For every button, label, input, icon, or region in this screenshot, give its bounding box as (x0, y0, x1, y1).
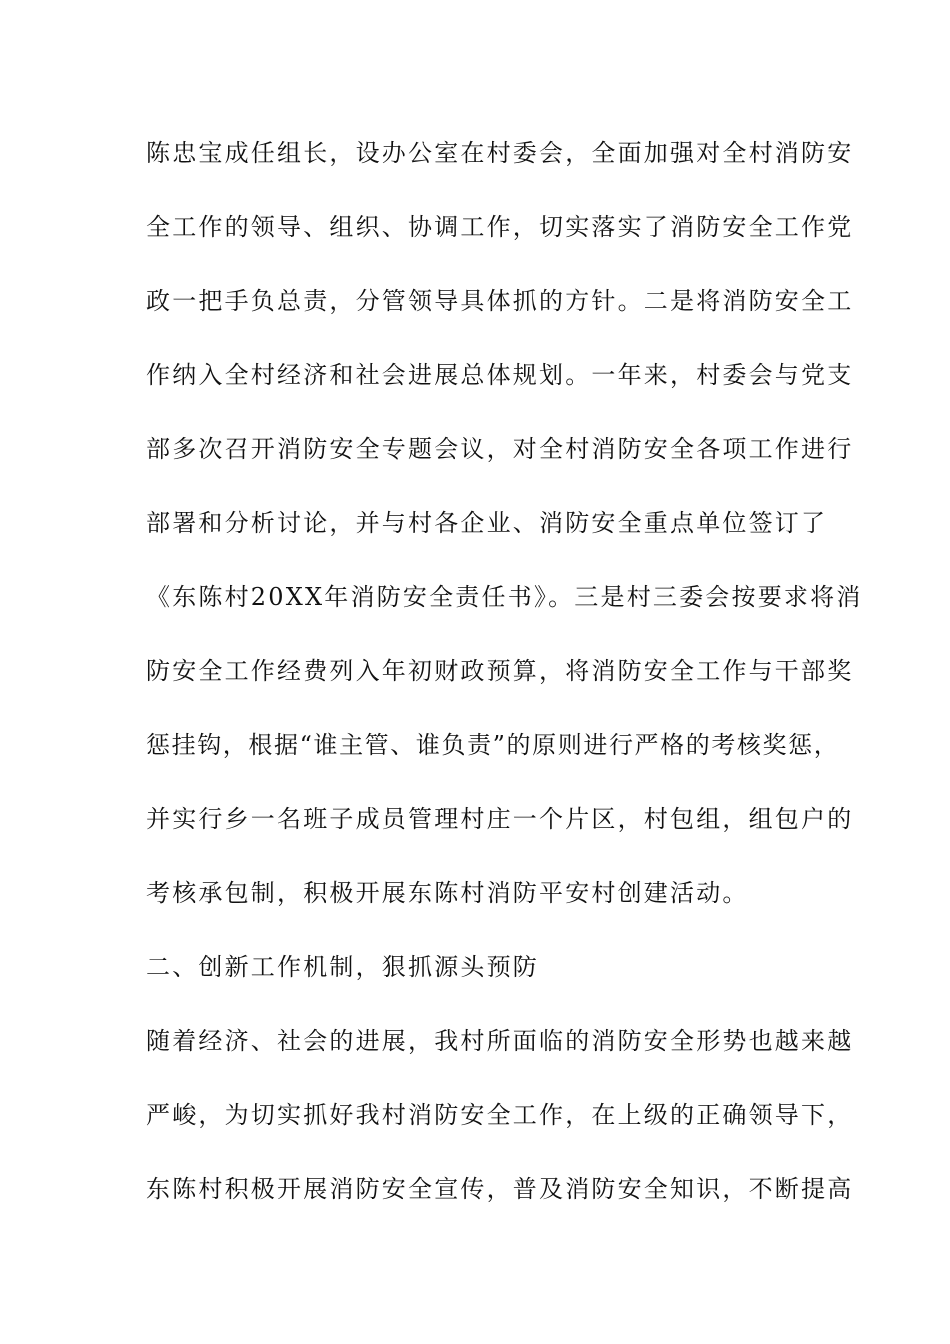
body-text-line: 部多次召开消防安全专题会议，对全村消防安全各项工作进行 (146, 435, 854, 463)
body-text-line: 防安全工作经费列入年初财政预算，将消防安全工作与干部奖 (146, 657, 854, 685)
body-text-line: 东陈村积极开展消防安全宣传，普及消防安全知识，不断提高 (146, 1175, 854, 1203)
body-text-line: 陈忠宝成任组长，设办公室在村委会，全面加强对全村消防安 (146, 139, 854, 167)
body-text-line: 惩挂钩，根据“谁主管、谁负责”的原则进行严格的考核奖惩， (146, 731, 840, 759)
body-text-line: 《东陈村20XX年消防安全责任书》。三是村三委会按要求将消 (146, 583, 863, 611)
body-text-line: 随着经济、社会的进展，我村所面临的消防安全形势也越来越 (146, 1027, 854, 1055)
body-text-line: 部署和分析讨论，并与村各企业、消防安全重点单位签订了 (146, 509, 828, 537)
body-text-line: 政一把手负总责，分管领导具体抓的方针。二是将消防安全工 (146, 287, 854, 315)
body-text-line: 并实行乡一名班子成员管理村庄一个片区，村包组，组包户的 (146, 805, 854, 833)
body-text-line: 作纳入全村经济和社会进展总体规划。一年来，村委会与党支 (146, 361, 854, 389)
body-text-line: 严峻，为切实抓好我村消防安全工作，在上级的正确领导下， (146, 1101, 854, 1129)
body-text-line: 全工作的领导、组织、协调工作，切实落实了消防安全工作党 (146, 213, 854, 241)
body-text-line: 考核承包制，积极开展东陈村消防平安村创建活动。 (146, 879, 749, 907)
section-heading: 二、创新工作机制，狠抓源头预防 (146, 953, 539, 981)
